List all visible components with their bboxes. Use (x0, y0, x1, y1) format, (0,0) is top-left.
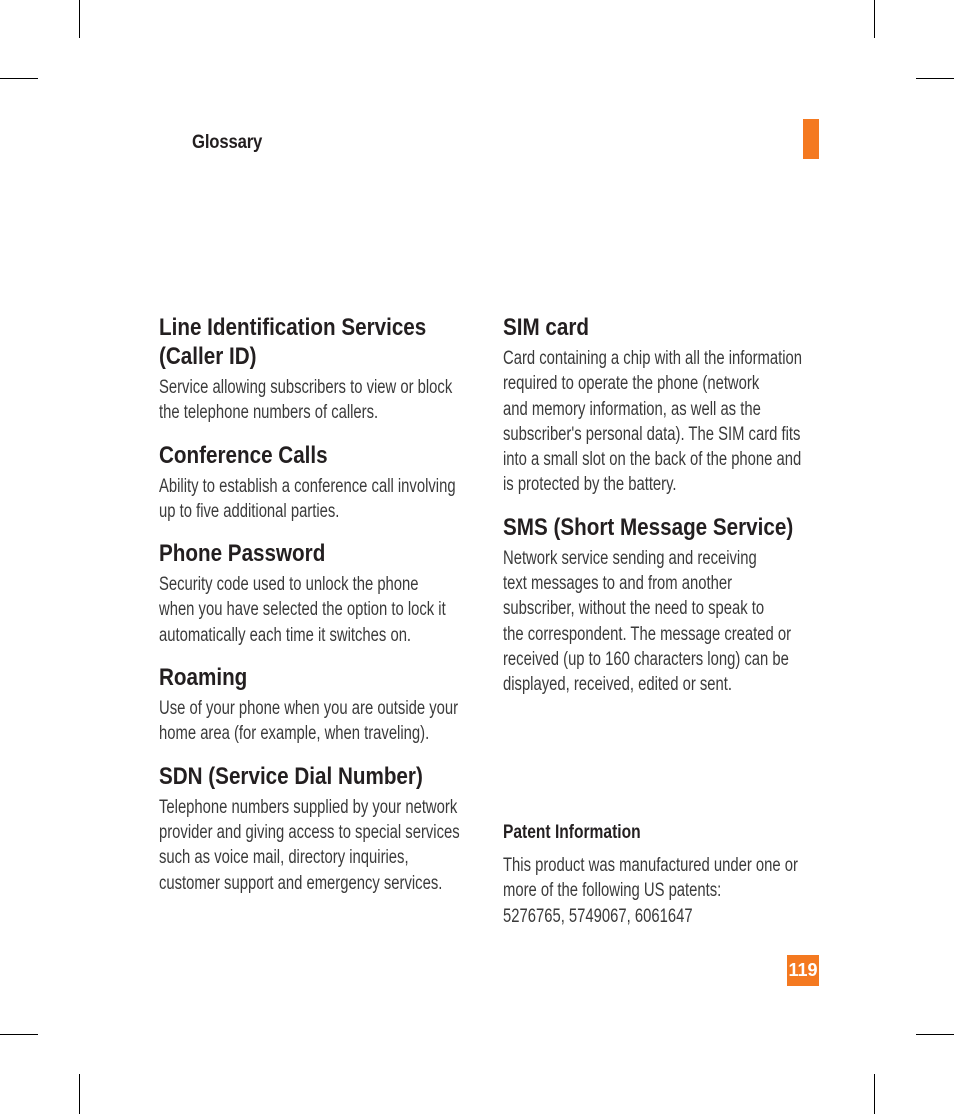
patent-title: Patent Information (503, 822, 641, 843)
patent-information (503, 821, 863, 929)
crop-mark (79, 0, 80, 38)
entry-body-line: subscriber, without the need to speak to (503, 598, 765, 620)
crop-mark (0, 1034, 38, 1035)
entry-body-line: Card containing a chip with all the information (503, 348, 803, 369)
entry-body-line: is protected by the battery. (503, 474, 677, 496)
entry-title (503, 513, 821, 542)
patent-body-line: 5276765, 5749067, 6061647 (503, 905, 693, 927)
page-number: 119 (787, 955, 819, 986)
entry-title-line: Phone Password (159, 540, 326, 568)
entry-body-line: Security code used to unlock the phone (159, 574, 419, 596)
entry-body (159, 474, 487, 525)
entry-body-line: home area (for example, when traveling). (159, 723, 430, 745)
glossary-entry (159, 441, 519, 525)
entry-body-line: required to operate the phone (network (503, 373, 760, 395)
entry-title-line: Line Identification Services (159, 314, 427, 341)
entry-body-line: Use of your phone when you are outside your (159, 698, 459, 720)
entry-title (503, 313, 821, 342)
entry-body-line: up to five additional parties. (159, 500, 340, 522)
crop-mark (916, 1034, 954, 1035)
crop-mark (916, 78, 954, 79)
entry-body-line: Service allowing subscribers to view or block (159, 377, 453, 398)
glossary-entry (159, 539, 519, 648)
entry-body (159, 696, 487, 747)
entry-body-line: into a small slot on the back of the phone and (503, 449, 802, 471)
entry-body (503, 346, 831, 498)
crop-mark (874, 1074, 875, 1114)
entry-body (159, 572, 487, 648)
section-tab-marker (803, 119, 819, 159)
entry-body-line: Network service sending and receiving (503, 547, 757, 569)
entry-body-line: when you have selected the option to lock it (159, 599, 446, 621)
entry-body (159, 795, 487, 896)
entry-body-line: the telephone numbers of callers. (159, 402, 379, 424)
section-label: Glossary (192, 132, 263, 153)
entry-title-line: Roaming (159, 664, 248, 692)
patent-body-line: more of the following US patents: (503, 880, 722, 902)
entry-title (159, 663, 477, 692)
entry-body-line: Telephone numbers supplied by your network (159, 796, 458, 818)
glossary-entry (159, 663, 519, 747)
glossary-left-column (159, 313, 519, 911)
crop-mark (79, 1074, 80, 1114)
entry-body-line: Ability to establish a conference call involving (159, 475, 456, 497)
entry-body-line: customer support and emergency services. (159, 872, 443, 894)
entry-title-line: Conference Calls (159, 441, 328, 469)
patent-body-line: This product was manufactured under one or (503, 855, 798, 876)
glossary-entry (159, 762, 519, 896)
entry-title-line: SDN (Service Dial Number) (159, 762, 423, 790)
entry-body-line: text messages to and from another (503, 573, 733, 595)
entry-title (159, 762, 477, 791)
entry-body-line: provider and giving access to special services (159, 821, 460, 843)
entry-body-line: automatically each time it switches on. (159, 624, 412, 646)
entry-body-line: subscriber's personal data). The SIM card fits (503, 423, 801, 445)
entry-title (159, 313, 477, 371)
entry-title-line: SMS (Short Message Service) (503, 513, 794, 541)
entry-body-line: the correspondent. The message created or (503, 623, 792, 645)
entry-body (159, 375, 487, 426)
entry-body (503, 546, 831, 698)
entry-body-line: and memory information, as well as the (503, 398, 761, 420)
glossary-entry (159, 313, 519, 426)
entry-title (159, 539, 477, 568)
entry-title-line: (Caller ID) (159, 343, 257, 370)
glossary-right-column (503, 313, 863, 713)
patent-body (503, 853, 831, 929)
crop-mark (874, 0, 875, 38)
entry-body-line: displayed, received, edited or sent. (503, 674, 733, 696)
entry-body-line: received (up to 160 characters long) can be (503, 648, 789, 670)
crop-mark (0, 78, 38, 79)
entry-body-line: such as voice mail, directory inquiries, (159, 847, 409, 869)
entry-title-line: SIM card (503, 314, 590, 341)
glossary-entry (503, 313, 863, 498)
entry-title (159, 441, 477, 470)
glossary-entry (503, 513, 863, 698)
